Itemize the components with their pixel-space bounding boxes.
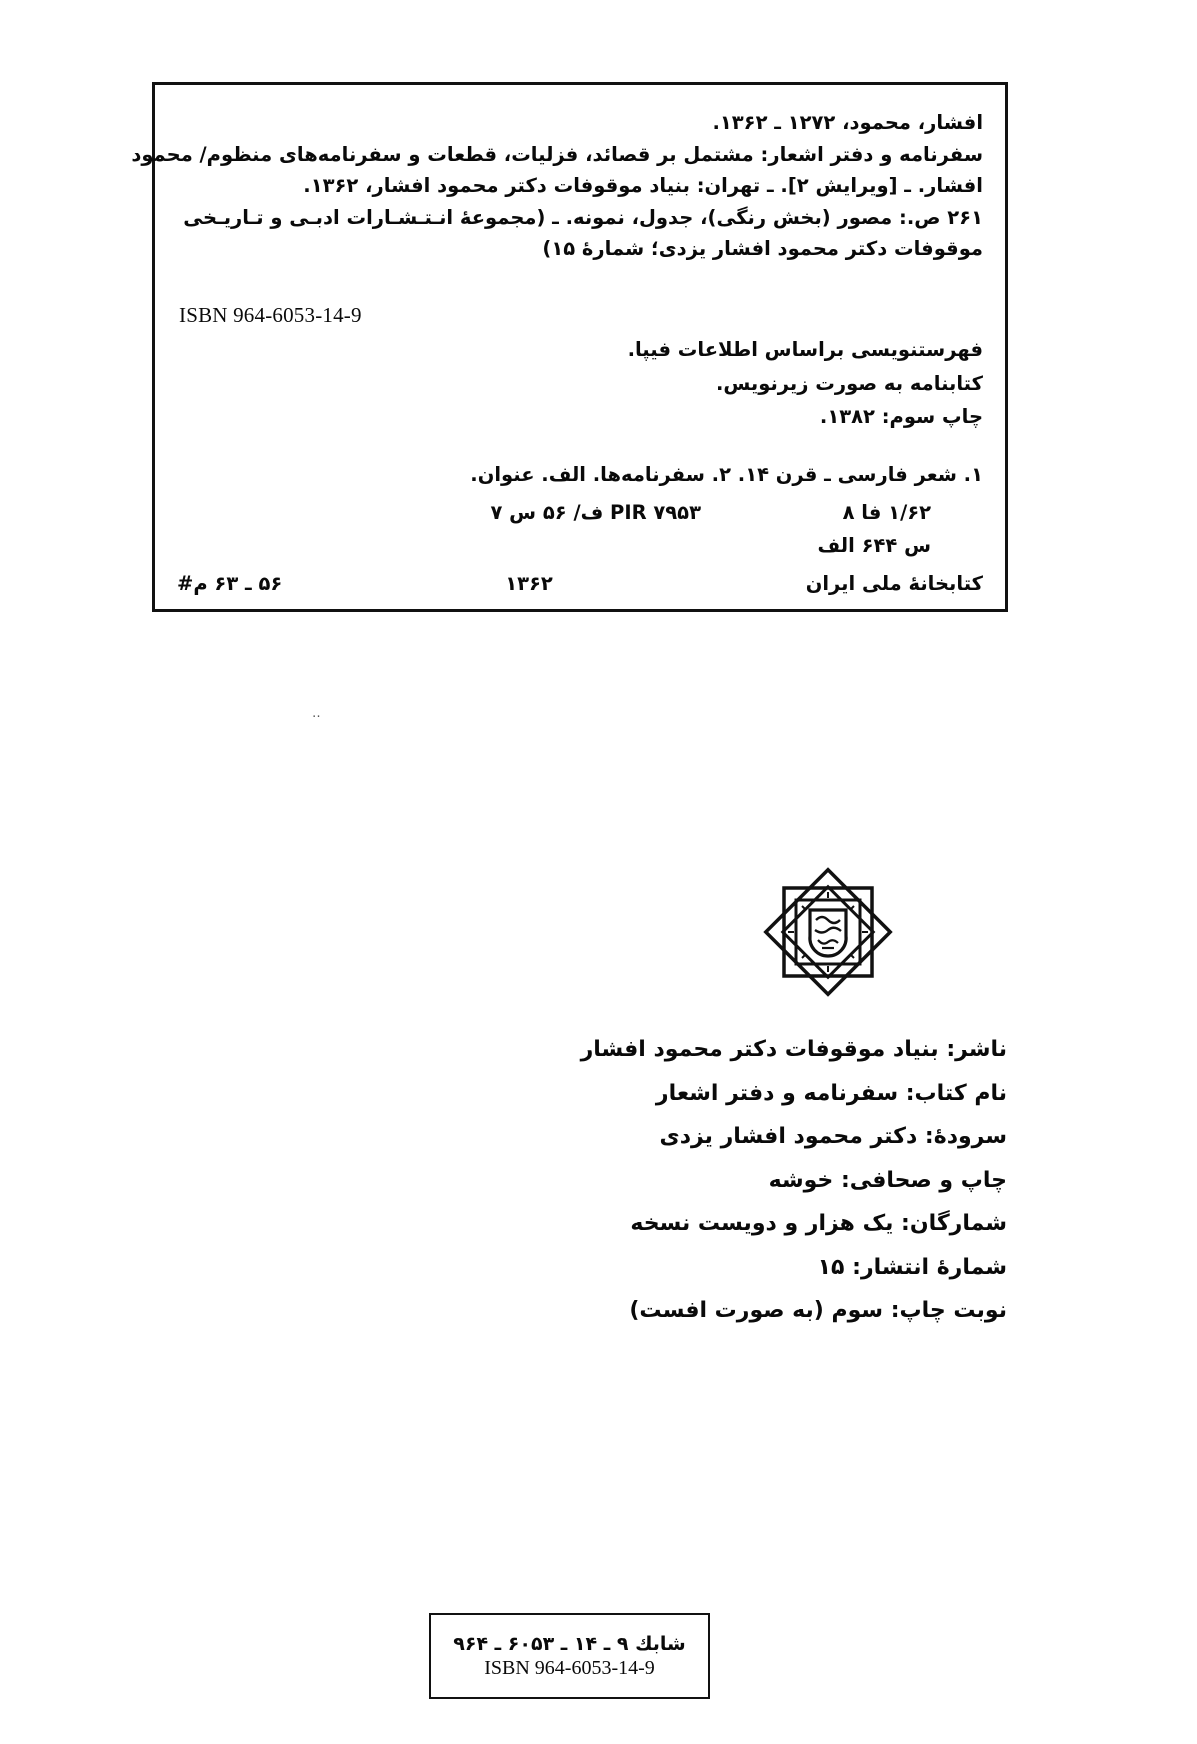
colophon-row-book-title xyxy=(187,1072,1007,1116)
cip-note-edition-printing: چاپ سوم: ۱۳۸۲. xyxy=(819,405,983,429)
stray-dot-artifact: ‥ xyxy=(312,706,324,721)
cip-subject-headings xyxy=(283,459,983,490)
colophon-row-edition xyxy=(187,1289,1007,1333)
colophon-row-poet xyxy=(187,1115,1007,1159)
cip-collation-line-2: موقوفات دکتر محمود افشار یزدی؛ شمارهٔ ۱۵) xyxy=(542,237,983,261)
call-number-row-1 xyxy=(173,497,983,528)
colophon-value-print-run: یک هزار و دویست نسخه xyxy=(630,1211,894,1237)
cip-box-content xyxy=(131,85,1005,609)
colophon-label-publisher: ناشر: xyxy=(946,1037,1007,1062)
isbn-latin-line: ISBN 964-6053-14-9 xyxy=(484,1656,655,1679)
cip-cataloguing-box xyxy=(131,82,1008,612)
colophon-label-print-run: شمارگان: xyxy=(901,1211,1007,1237)
cip-isbn-latin: ISBN 964-6053-14-9 xyxy=(179,303,362,327)
cip-notes-block xyxy=(463,333,983,434)
colophon-block xyxy=(187,1028,1007,1333)
colophon-value-edition: سوم (به صورت افست) xyxy=(629,1298,884,1324)
colophon-label-edition: نوبت چاپ: xyxy=(890,1298,1007,1324)
colophon-label-book-title: نام کتاب: xyxy=(905,1080,1007,1106)
colophon-value-poet: دکتر محمود افشار یزدی xyxy=(659,1124,918,1150)
colophon-value-printing-binding: خوشه xyxy=(768,1167,834,1193)
call-number-row1-mid: ۱/۶۲ فا ۸ xyxy=(842,501,931,524)
cip-collation-line-1: ۲۶۱ ص.: مصور (بخش رنگی)، جدول، نمونه. ـ (مجموعهٔ انـتـشـارات ادبـی و تـاریـخی xyxy=(183,205,983,229)
colophon-row-print-run xyxy=(187,1202,1007,1246)
colophon-row-printing-binding xyxy=(187,1159,1007,1203)
cip-footer-control-number: ۵۶ ـ ۶۳ م# xyxy=(177,572,283,595)
colophon-value-publication-number: ۱۵ xyxy=(817,1254,845,1280)
cip-footer-agency: کتابخانهٔ ملی ایران xyxy=(805,572,983,595)
cip-author-line: افشار، محمود، ۱۲۷۲ ـ ۱۳۶۲. xyxy=(712,111,983,134)
call-number-row2-mid: س ۶۴۴ الف xyxy=(817,534,931,558)
cip-footer-year: ۱۳۶۲ xyxy=(505,572,553,595)
cip-title-line-1: سفرنامه و دفتر اشعار: مشتمل بر قصائد، فزلیات، قطعات و سفرنامه‌های منظوم/ محمود xyxy=(131,142,983,166)
colophon-label-printing-binding: چاپ و صحافی: xyxy=(840,1167,1007,1193)
cip-call-number-block xyxy=(173,497,983,561)
cip-bibliographic-block xyxy=(131,107,983,265)
call-number-row1-main: PIR ۷۹۵۳ ف/ ۵۶ س ۷ xyxy=(490,501,701,524)
cip-footer-row xyxy=(177,572,983,595)
colophon-label-publication-number: شمارهٔ انتشار: xyxy=(852,1254,1007,1280)
colophon-label-poet: سرودهٔ: xyxy=(924,1124,1007,1150)
isbn-persian-line: شابك ۹ ـ ۱۴ ـ ۶۰۵۳ ـ ۹۶۴ xyxy=(453,1632,686,1655)
cip-subjects-line: ۱. شعر فارسی ـ قرن ۱۴. ۲. سفرنامه‌ها. الف. عنوان. xyxy=(470,463,983,486)
colophon-value-publisher: بنیاد موقوفات دکتر محمود افشار xyxy=(580,1037,939,1062)
isbn-box xyxy=(429,1613,710,1699)
call-number-row-2 xyxy=(173,530,983,561)
colophon-value-book-title: سفرنامه و دفتر اشعار xyxy=(655,1080,899,1106)
colophon-row-publisher xyxy=(187,1028,1007,1072)
cip-title-line-2: افشار. ـ [ویرایش ۲]. ـ تهران: بنیاد موقوفات دکتر محمود افشار، ۱۳۶۲. xyxy=(303,174,983,198)
colophon-row-publication-number xyxy=(187,1246,1007,1290)
foundation-seal-emblem xyxy=(762,866,894,998)
cip-note-cataloguing-source: فهرستنویسی براساس اطلاعات فیپا. xyxy=(627,338,983,361)
cip-note-bibliography: کتابنامه به صورت زیرنویس. xyxy=(715,371,983,395)
